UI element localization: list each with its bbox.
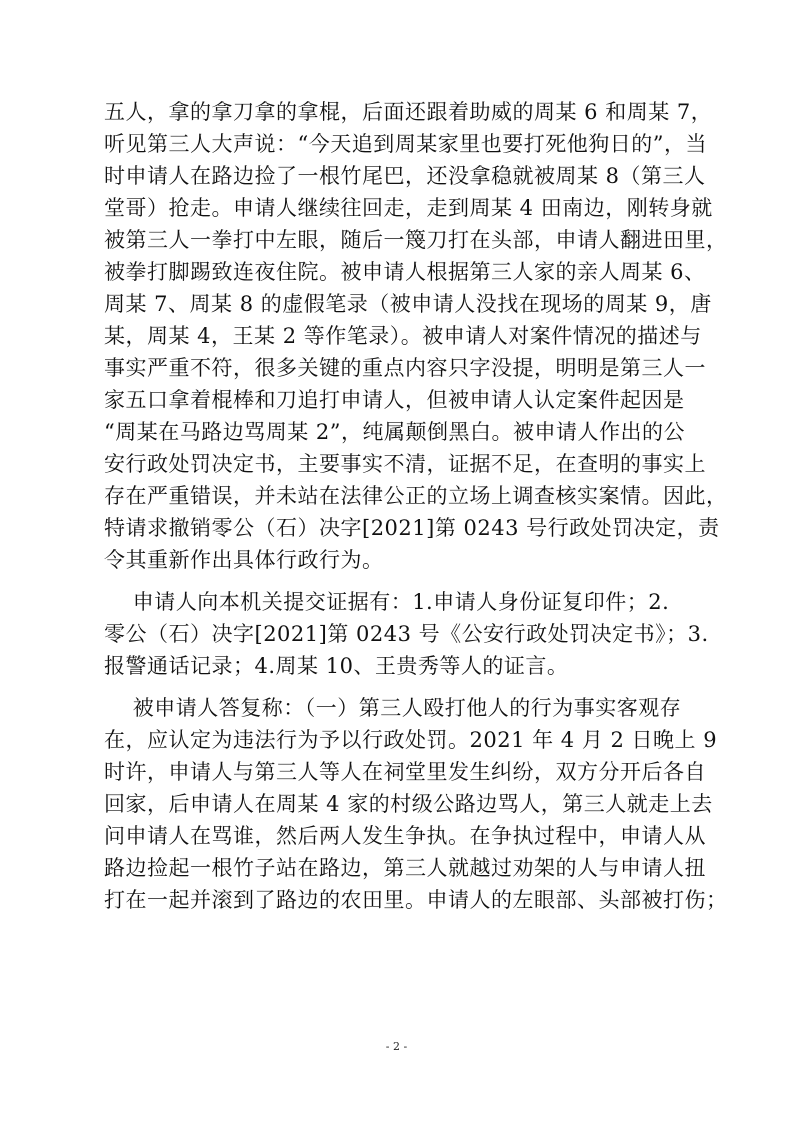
text-line: 报警通话记录；4.周某 10、王贵秀等人的证言。 [104, 654, 569, 678]
text-line: 打在一起并滚到了路边的农田里。申请人的左眼部、头部被打伤； [104, 888, 728, 912]
text-line: 路边捡起一根竹子站在路边，第三人就越过劝架的人与申请人扭 [104, 856, 706, 880]
text-line: 存在严重错误，并未站在法律公正的立场上调查核实案情。因此， [104, 484, 728, 508]
text-line: 被申请人答复称：（一）第三人殴打他人的行为事实客观存 [104, 696, 682, 720]
text-line: 被拳打脚踢致连夜住院。被申请人根据第三人家的亲人周某 6、 [104, 260, 706, 284]
text-line: 家五口拿着棍棒和刀追打申请人，但被申请人认定案件起因是 [104, 388, 685, 412]
paragraph [104, 586, 709, 682]
text-line: 听见第三人大声说：“今天追到周某家里也要打死他狗日的”，当 [104, 132, 707, 156]
text-line: 在，应认定为违法行为予以行政处罚。2021 年 4 月 2 日晚上 9 [104, 728, 718, 752]
text-line: “周某在马路边骂周某 2”，纯属颠倒黑白。被申请人作出的公 [104, 420, 686, 444]
text-line: 周某 7、周某 8 的虚假笔录（被申请人没找在现场的周某 9，唐 [104, 292, 712, 316]
paragraph [104, 692, 728, 916]
text-line: 问申请人在骂谁，然后两人发生争执。在争执过程中，申请人从 [104, 824, 706, 848]
text-line: 堂哥）抢走。申请人继续往回走，走到周某 4 田南边，刚转身就 [104, 196, 713, 220]
text-line: 令其重新作出具体行政行为。 [104, 548, 384, 572]
text-line: 回家，后申请人在周某 4 家的村级公路边骂人，第三人就走上去 [104, 792, 713, 816]
paragraph-gap [104, 682, 704, 692]
paragraph-gap [104, 576, 704, 586]
page-number: - 2 - [385, 1040, 408, 1053]
text-line: 某，周某 4，王某 2 等作笔录）。被申请人对案件情况的描述与 [104, 324, 702, 348]
text-line: 五人，拿的拿刀拿的拿棍，后面还跟着助威的周某 6 和周某 7， [104, 100, 713, 124]
text-line: 申请人向本机关提交证据有：1.申请人身份证复印件；2. [104, 590, 670, 614]
text-line: 时许，申请人与第三人等人在祠堂里发生纠纷，双方分开后各自 [104, 760, 706, 784]
text-line: 被第三人一拳打中左眼，随后一篾刀打在头部，申请人翻进田里， [104, 228, 728, 252]
text-line: 时申请人在路边捡了一根竹尾巴，还没拿稳就被周某 8（第三人 [104, 164, 706, 188]
text-line: 安行政处罚决定书，主要事实不清，证据不足，在查明的事实上 [104, 452, 706, 476]
document-body [104, 96, 728, 916]
text-line: 特请求撤销零公（石）决字[2021]第 0243 号行政处罚决定，责 [104, 516, 720, 540]
text-line: 零公（石）决字[2021]第 0243 号《公安行政处罚决定书》；3. [104, 622, 709, 646]
text-line: 事实严重不符，很多关键的重点内容只字没提，明明是第三人一 [104, 356, 706, 380]
paragraph [104, 96, 728, 576]
